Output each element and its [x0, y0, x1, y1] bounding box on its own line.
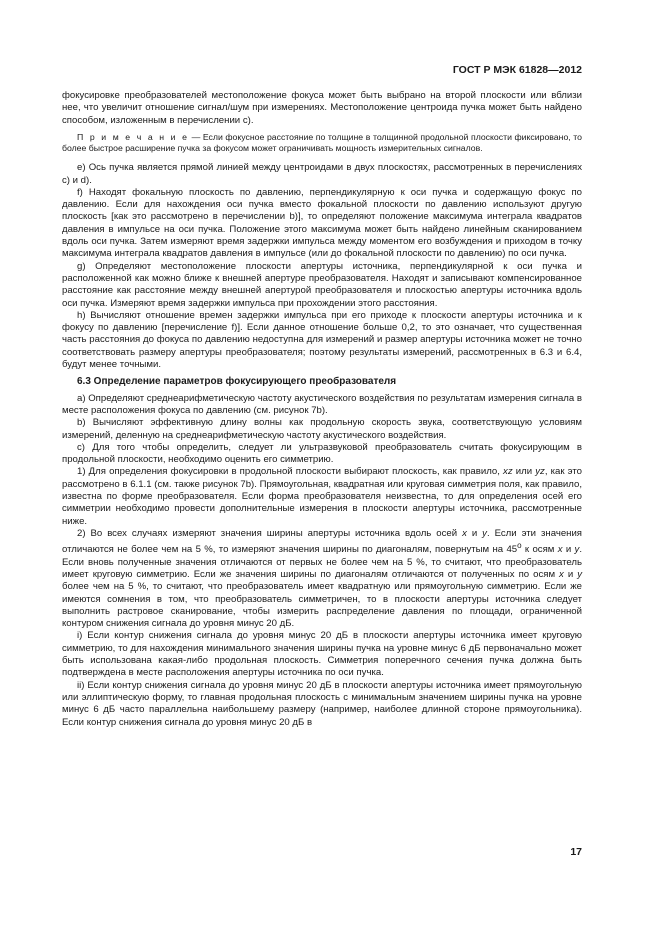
italic-var: y — [574, 544, 580, 556]
paragraph-e: е) Ось пучка является прямой линией между центроидами в двух плоскостях, рассмотренных в перечислениях с) и d). — [62, 162, 582, 186]
italic-var: yz — [535, 466, 545, 478]
paragraph-i: i) Если контур снижения сигнала до уровня минус 20 дБ в плоскости апертуры источника имеет круговую симметрию, то для нахождения минимального значения ширины пучка на уровне минус 6 дБ первоначально может быть использована какая-либо продольная плоскость. Симметрия поперечного сечения пучка должна быть подтверждена в месте расположения апертуры источника по оси пучка. — [62, 630, 582, 679]
paragraph-intro: фокусировке преобразователей местоположение фокуса может быть выбрано на второй плоскости или вблизи нее, что увеличит отношение сигнал/шум при измерениях. Местоположение центроида пучка может быть найдено способом, изложенным в перечислении с). — [62, 90, 582, 126]
text-run: к осям — [521, 544, 558, 556]
paragraph-h: h) Вычисляют отношение времен задержки импульса при его приходе к плоскости апертуры источника и к фокусу по давлению [перечисление f)]. Если данное отношение больше 0,2, то это означает, что существенная часть расстояния до фокуса по давлению недоступна для измерений и размер апертуры источника может не точно соответствовать размеру апертуры преобразователя; поэтому результаты измерений, рассмотренных в 6.3 и 6.4, будут менее точными. — [62, 309, 582, 371]
text-run: более чем на 5 %, то считают, что преобразователь имеет квадратную или прямоугольную симметрию. Если же имеются сомнения в том, что преобразователь симметричен, то в плоскости апертуры источника следует выполнить растровое сканирование, чтобы измерить распределение давления по площади, ограниченной контуром снижения сигнала до уровня минус 20 дБ. — [62, 581, 582, 630]
italic-var: x — [462, 527, 467, 539]
degree-superscript: o — [517, 541, 522, 551]
italic-var: x — [557, 544, 563, 556]
text-run: и — [562, 544, 575, 556]
text-run: , как это рассмотрено в 6.1.1 (см. также рисунок 7b). Прямоугольная, квадратная или круговая симметрия поля, как правило, известна по форме преобразователя. Если форма преобразователя неизвестна, то для определения осей его симметрии необходимо провести дополнительные измерения в плоскости апертуры источника, рассмотренные ниже. — [62, 466, 582, 527]
italic-var: y — [482, 527, 487, 539]
paragraph-c: с) Для того чтобы определить, следует ли ультразвуковой преобразователь считать фокусирующим в продольной плоскости, необходимо оценить его симметрию. — [62, 441, 582, 466]
text-run: . Если вновь полученные значения отличаются от первых не более чем на 5 %, то считают, что преобразователь имеет круговую симметрию. Если же значения ширины по диагоналям отличаются от полученных по осям — [62, 544, 582, 580]
paragraph-f: f) Находят фокальную плоскость по давлению, перпендикулярную к оси пучка и содержащую фокус по давлению. Если для нахождения оси пучка вместо фокальной плоскости по давлению используют другую плоскость [как это рассмотрено в перечислении b)], то определяют положение максимума интеграла квадратов давления в импульсе на оси пучка. Положение этого максимума может быть найдено линейным сканированием вдоль оси пучка. Затем измеряют время задержки импульса между моментом его возбуждения и приходом в точку максимума интеграла квадратов давления в импульсе (или до фокальной плоскости по давлению) по оси пучка. — [62, 186, 582, 260]
paragraph-g: g) Определяют местоположение плоскости апертуры источника, перпендикулярной к оси пучка и расположенной как можно ближе к внешней апертуре преобразователя. Находят и записывают компенсированное расстояние как расстояние между внешней апертурой преобразователя и плоскостью апертуры источника вдоль оси пучка. Измеряют время задержки импульса при прохождении этого расстояния. — [62, 260, 582, 309]
note-label: П р и м е ч а н и е — [77, 131, 189, 142]
italic-var: y — [577, 568, 582, 580]
text-run: 1) Для определения фокусировки в продольной плоскости выбирают плоскость, как правило, — [77, 466, 504, 478]
text-run: и — [466, 527, 483, 539]
text-run: и — [563, 568, 578, 580]
page-body — [62, 90, 582, 729]
note-text: — Если фокусное расстояние по толщине в толщинной продольной плоскости фиксировано, то более быстрое расширение пучка за фокусом может ограничивать мощность измерительных сигналов. — [62, 131, 582, 154]
paragraph-b: b) Вычисляют эффективную длину волны как продольную скорость звука, соответствующую условиям измерений, деленную на среднеарифметическую частоту акустического воздействия. — [62, 417, 582, 441]
document-header: ГОСТ Р МЭК 61828—2012 — [452, 64, 582, 76]
paragraph-1 — [62, 466, 582, 527]
paragraph-a: а) Определяют среднеарифметическую частоту акустического воздействия по результатам измерения сигнала в месте расположения фокуса по давлению (см. рисунок 7b). — [62, 392, 582, 416]
text-run: 2) Во всех случаях измеряют значения ширины апертуры источника вдоль осей — [77, 527, 463, 539]
page-number: 17 — [570, 846, 582, 858]
paragraph-2 — [62, 528, 582, 631]
text-run: . Если эти значения отличаются не более чем на 5 %, то измеряют значения ширины по диагоналям, повернутым на 45 — [62, 527, 583, 556]
italic-var: x — [559, 568, 564, 580]
text-run: или — [512, 466, 536, 478]
italic-var: xz — [503, 466, 513, 478]
section-heading: 6.3 Определение параметров фокусирующего преобразователя — [77, 376, 397, 388]
paragraph-ii: ii) Если контур снижения сигнала до уровня минус 20 дБ в плоскости апертуры источника имеет прямоугольную или эллиптическую форму, то главная продольная плоскость с минимальным значением ширины пучка на уровне минус 6 дБ часто параллельна наибольшему размеру (например, наиболее длинной стороне прямоугольника). Если контур снижения сигнала до уровня минус 20 дБ в — [62, 679, 582, 728]
note-paragraph — [62, 132, 582, 154]
